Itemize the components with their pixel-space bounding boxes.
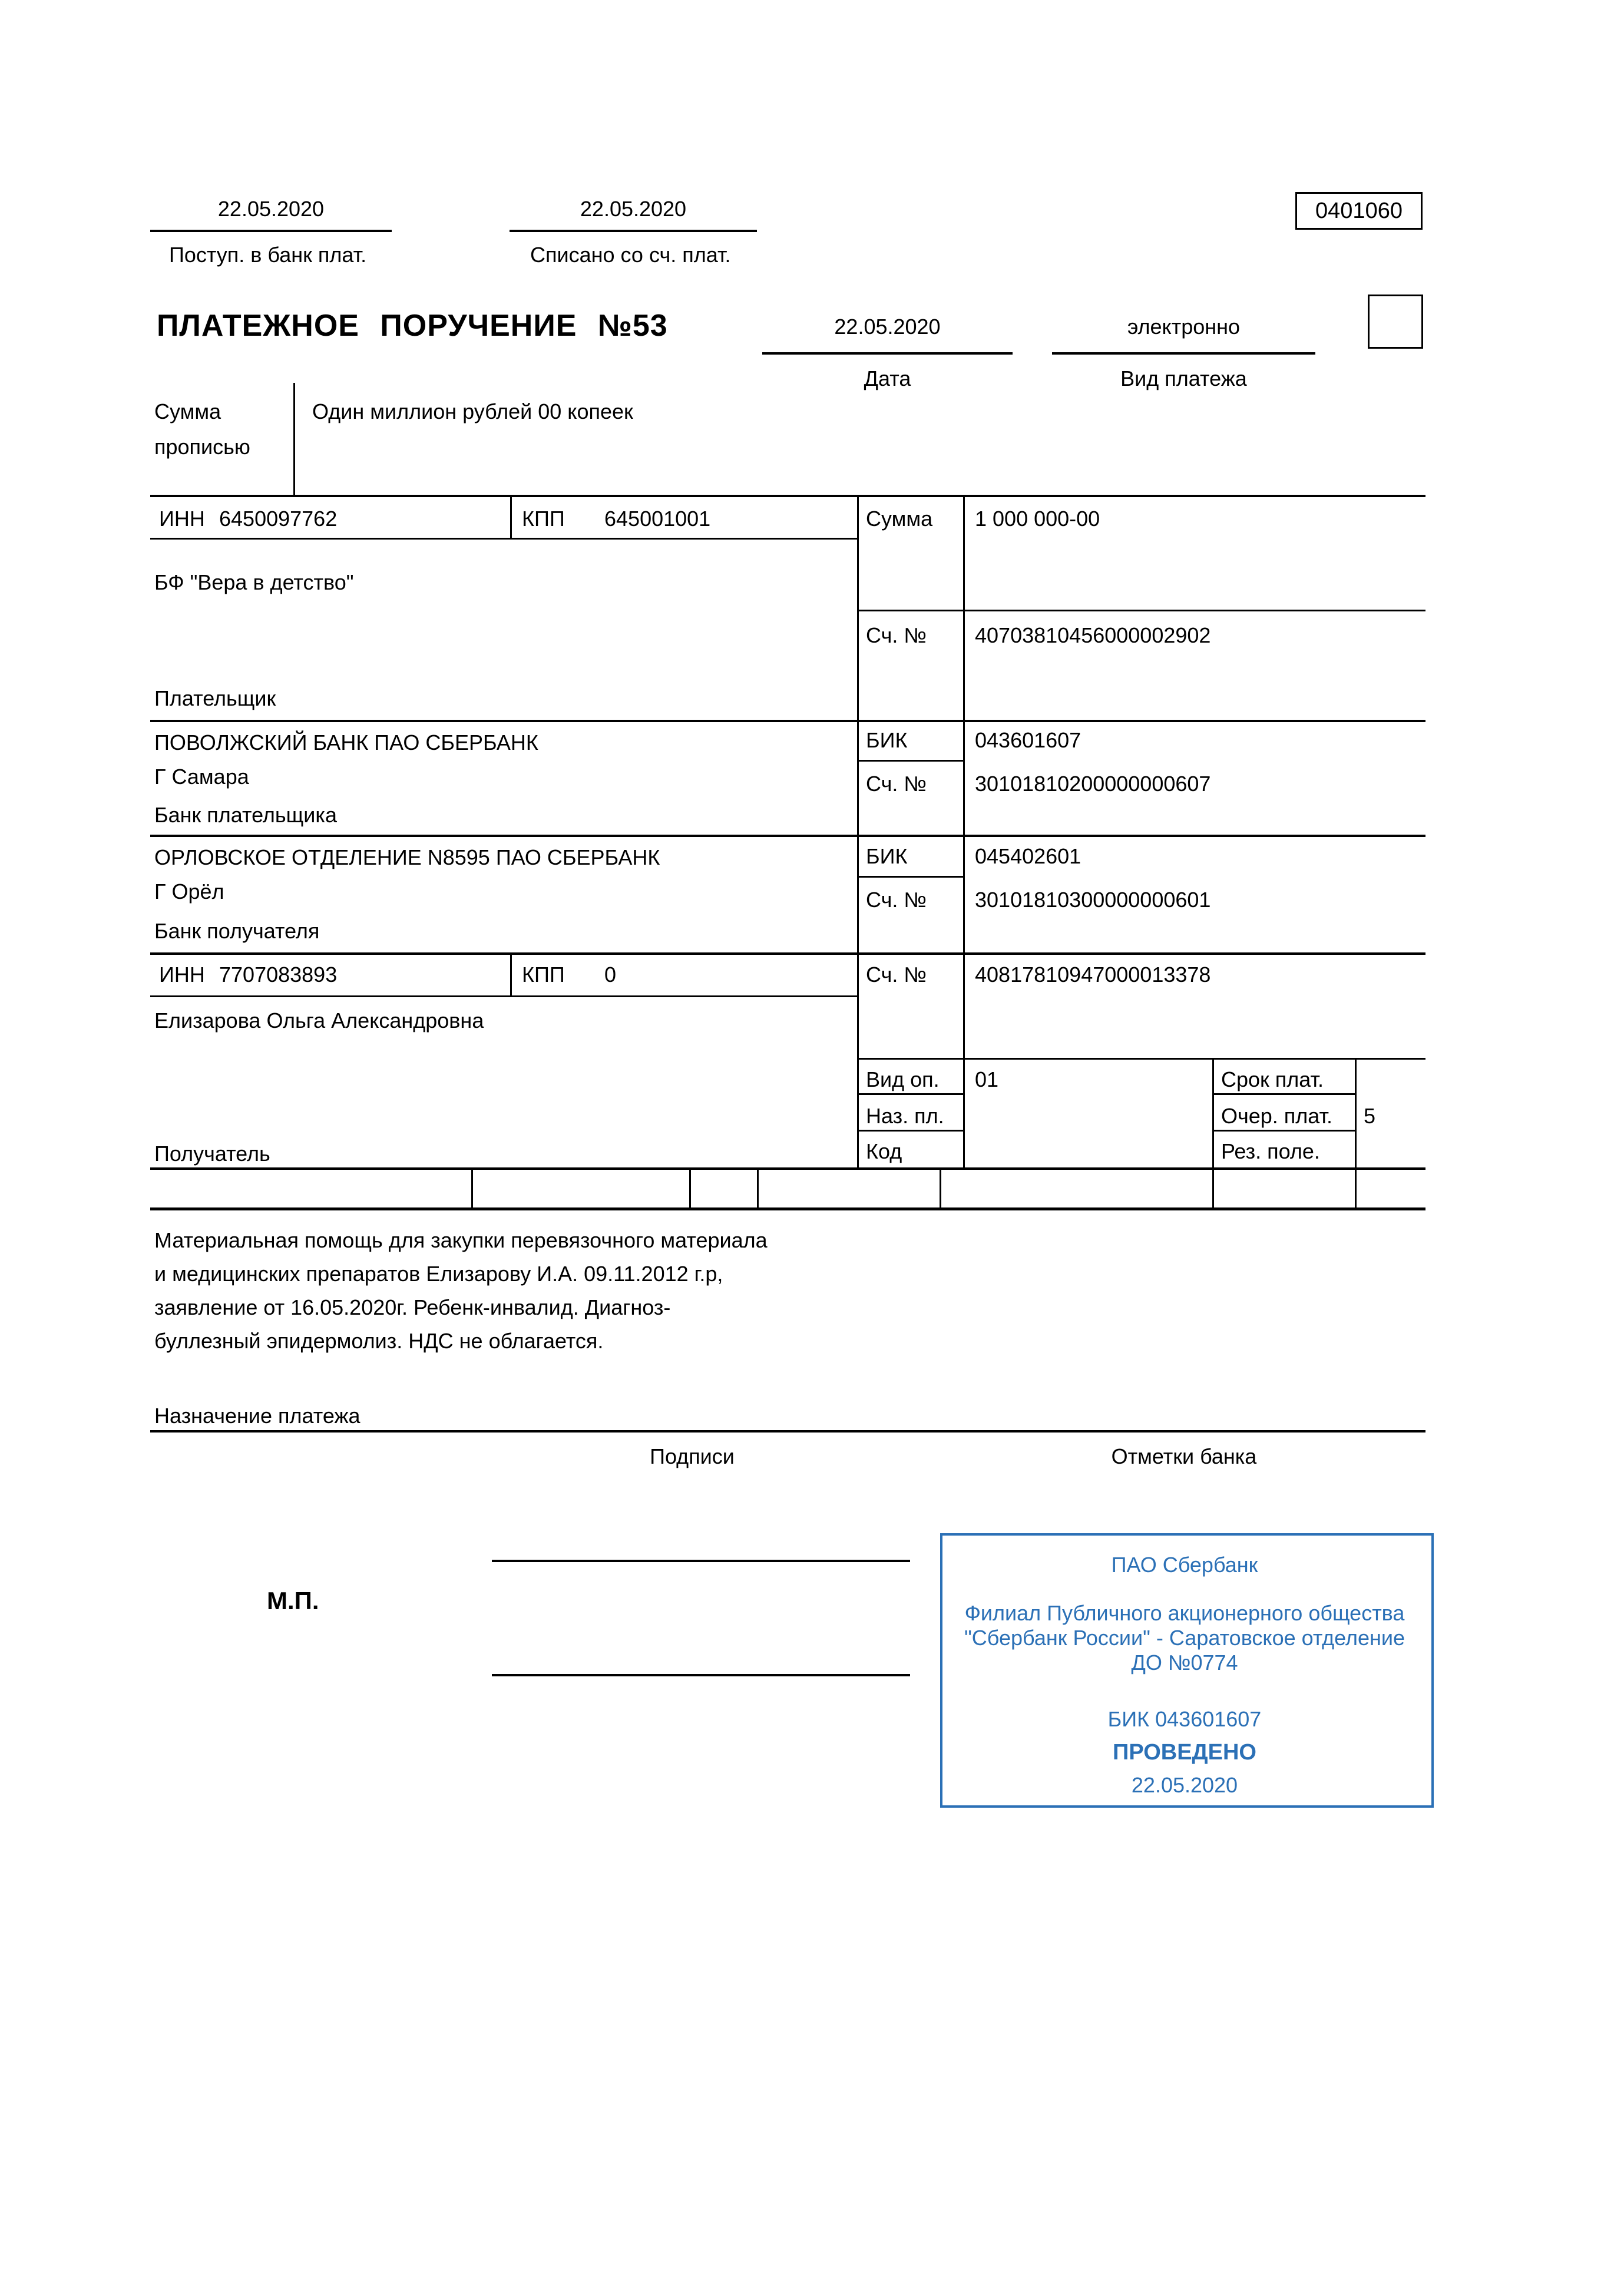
amount-words-label-1: Сумма: [154, 399, 221, 424]
payer-section-label: Плательщик: [154, 686, 276, 710]
payer-bank-account-label: Сч. №: [866, 772, 927, 796]
signatures-label: Подписи: [650, 1444, 735, 1468]
beneficiary-bank-account: 30101810300000000601: [975, 888, 1211, 912]
beneficiary-inn-label: ИНН: [159, 962, 205, 987]
divider: [963, 495, 965, 1169]
beneficiary-inn: 7707083893: [219, 962, 338, 987]
debited-label: Списано со сч. плат.: [530, 243, 731, 267]
stamp-status: ПРОВЕДЕНО: [1113, 1740, 1256, 1765]
divider: [1212, 1130, 1357, 1132]
payer-inn-label: ИНН: [159, 507, 205, 531]
beneficiary-bank-account-label: Сч. №: [866, 888, 927, 912]
divider: [150, 538, 857, 540]
document-date: 22.05.2020: [834, 315, 941, 339]
bank-marks-label: Отметки банка: [1111, 1444, 1257, 1468]
payer-kpp-label: КПП: [522, 507, 565, 531]
payer-bank-bik-label: БИК: [866, 728, 908, 752]
divider: [1212, 1058, 1214, 1209]
payer-inn: 6450097762: [219, 507, 338, 531]
divider: [510, 495, 512, 540]
section-divider: [150, 720, 1425, 722]
payment-order-label: Очер. плат.: [1221, 1104, 1333, 1128]
stamp-org: ПАО Сбербанк: [1111, 1553, 1258, 1577]
section-divider: [150, 1167, 1425, 1170]
payer-kpp: 645001001: [604, 507, 711, 531]
stamp-branch-line-2: "Сбербанк России" - Саратовское отделение: [964, 1626, 1405, 1650]
divider: [857, 1093, 965, 1095]
divider: [857, 495, 859, 1169]
debited-date: 22.05.2020: [580, 197, 687, 221]
payer-bank-city: Г Самара: [154, 765, 249, 789]
divider: [510, 230, 757, 232]
stamp-bik: БИК 043601607: [1107, 1707, 1262, 1731]
payer-bank-bik: 043601607: [975, 728, 1081, 752]
op-kind-label: Вид оп.: [866, 1067, 940, 1091]
divider: [689, 1167, 691, 1207]
table-top-line: [150, 495, 1425, 497]
beneficiary-section-label: Получатель: [154, 1142, 270, 1166]
beneficiary-bank-section-label: Банк получателя: [154, 919, 320, 943]
divider: [150, 995, 857, 997]
received-date: 22.05.2020: [217, 197, 325, 221]
divider: [857, 1058, 1425, 1060]
beneficiary-kpp-label: КПП: [522, 962, 565, 987]
payer-account: 40703810456000002902: [975, 623, 1211, 647]
payer-bank-account: 30101810200000000607: [975, 772, 1211, 796]
amount-in-words: Один миллион рублей 00 копеек: [312, 399, 633, 424]
sum-value: 1 000 000-00: [975, 507, 1100, 531]
beneficiary-name: Елизарова Ольга Александровна: [154, 1008, 484, 1033]
op-kind-value: 01: [975, 1067, 999, 1091]
payment-order-value: 5: [1364, 1104, 1376, 1128]
payer-bank-section-label: Банк плательщика: [154, 803, 337, 827]
divider: [857, 610, 1425, 611]
section-divider: [150, 952, 1425, 955]
section-divider: [150, 835, 1425, 837]
divider: [1212, 1093, 1357, 1095]
divider: [471, 1167, 473, 1207]
form-code-box: [1295, 192, 1423, 230]
beneficiary-bank-bik-label: БИК: [866, 844, 908, 868]
divider: [857, 760, 965, 762]
divider: [1355, 1058, 1357, 1209]
code-label: Код: [866, 1139, 902, 1163]
divider: [293, 383, 295, 495]
stamp-place-label: М.П.: [267, 1587, 319, 1615]
table-bottom-line: [150, 1207, 1425, 1210]
divider: [1052, 352, 1315, 355]
document-title: ПЛАТЕЖНОЕ ПОРУЧЕНИЕ №53: [157, 309, 668, 343]
purpose-line: Материальная помощь для закупки перевязочного материала: [154, 1228, 768, 1252]
payment-kind-value: электронно: [1127, 315, 1241, 339]
purpose-line: буллезный эпидермолиз. НДС не облагается.: [154, 1329, 604, 1353]
beneficiary-bank-name: ОРЛОВСКОЕ ОТДЕЛЕНИЕ N8595 ПАО СБЕРБАНК: [154, 845, 660, 869]
beneficiary-bank-bik: 045402601: [975, 844, 1081, 868]
received-label: Поступ. в банк плат.: [169, 243, 367, 267]
signature-line: [492, 1674, 910, 1676]
divider: [857, 1130, 965, 1132]
beneficiary-account: 40817810947000013378: [975, 962, 1211, 987]
form-code: 0401060: [1315, 198, 1403, 223]
divider: [150, 230, 392, 232]
divider: [857, 876, 965, 878]
amount-words-label-2: прописью: [154, 435, 250, 459]
purpose-line: и медицинских препаратов Елизарову И.А. 09.11.2012 г.р,: [154, 1262, 723, 1286]
status-checkbox: [1368, 295, 1423, 349]
purpose-line: заявление от 16.05.2020г. Ребенк-инвалид. Диагноз-: [154, 1295, 671, 1319]
divider: [510, 952, 512, 997]
beneficiary-account-label: Сч. №: [866, 962, 927, 987]
stamp-date: 22.05.2020: [1131, 1773, 1238, 1797]
due-date-label: Срок плат.: [1221, 1067, 1324, 1091]
divider: [757, 1167, 759, 1207]
stamp-branch-line-1: Филиал Публичного акционерного общества: [964, 1601, 1405, 1625]
beneficiary-bank-city: Г Орёл: [154, 879, 224, 904]
payment-kind-label: Вид платежа: [1120, 366, 1247, 391]
divider: [940, 1167, 941, 1207]
date-label: Дата: [864, 366, 911, 391]
payer-name: БФ "Вера в детство": [154, 570, 354, 594]
signature-line: [492, 1560, 910, 1562]
sum-label: Сумма: [866, 507, 933, 531]
reserve-field-label: Рез. поле.: [1221, 1139, 1320, 1163]
stamp-branch-line-3: ДО №0774: [1131, 1650, 1238, 1675]
divider: [150, 1430, 1425, 1432]
payer-account-label: Сч. №: [866, 623, 927, 647]
divider: [762, 352, 1013, 355]
purpose-section-label: Назначение платежа: [154, 1404, 360, 1428]
beneficiary-kpp: 0: [604, 962, 617, 987]
payer-bank-name: ПОВОЛЖСКИЙ БАНК ПАО СБЕРБАНК: [154, 730, 538, 755]
payment-purpose-code-label: Наз. пл.: [866, 1104, 944, 1128]
